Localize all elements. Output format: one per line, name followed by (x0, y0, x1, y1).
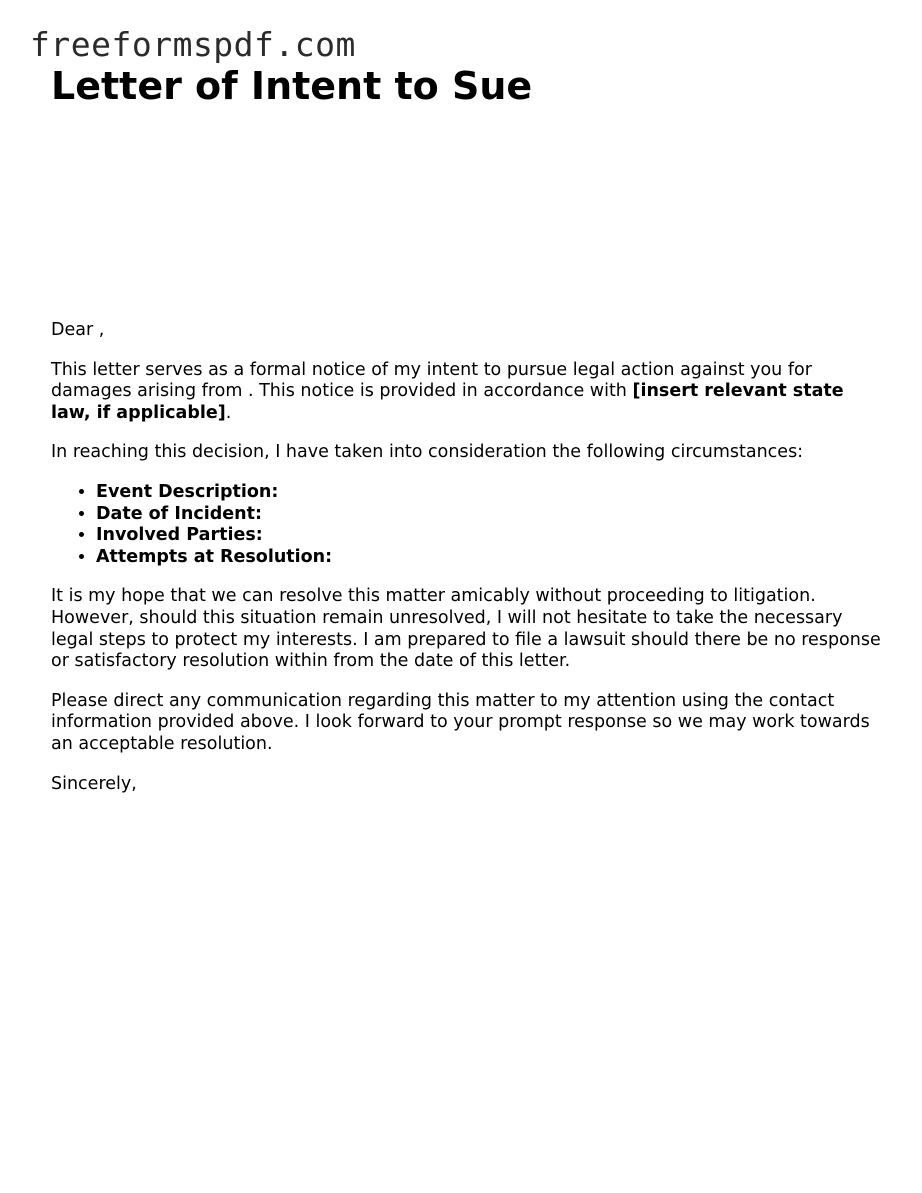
list-item-involved-parties: • Involved Parties: (96, 525, 881, 547)
salutation: Dear , (51, 320, 105, 340)
list-item-attempts-at-resolution: • Attempts at Resolution: (96, 547, 881, 569)
state-law-placeholder: [insert relevant state law, if applicable] (51, 381, 844, 423)
intent-text-end: . (225, 402, 232, 423)
letter-body (51, 320, 881, 813)
list-item-date-of-incident: • Date of Incident: (96, 504, 881, 526)
circumstances-list (51, 482, 881, 568)
intent-paragraph (51, 360, 881, 425)
list-item-event-description: • Event Description: (96, 482, 881, 504)
closing: Sincerely, (51, 773, 137, 794)
contact-paragraph: Please direct any communication regarding this matter to my attention using the contact information provided above. I look forward to your prompt response so we may work towards an acceptable resolution. (51, 690, 870, 754)
intent-text: This letter serves as a formal notice of my intent to pursue legal action against you for damages arising from . This notice is provided in accordance with (51, 359, 812, 402)
page-title: Letter of Intent to Sue (51, 64, 533, 108)
resolution-paragraph: It is my hope that we can resolve this matter amicably without proceeding to litigation. However, should this situation remain unresolved, I will not hesitate to take the necessary legal steps to protect my interests. I am prepared to file a lawsuit should there be no response or satisfactory resolution within from the date of this letter. (51, 586, 881, 672)
circumstances-intro: In reaching this decision, I have taken into consideration the following circumstances: (51, 442, 804, 463)
watermark-text: freeformspdf.com (30, 25, 356, 64)
